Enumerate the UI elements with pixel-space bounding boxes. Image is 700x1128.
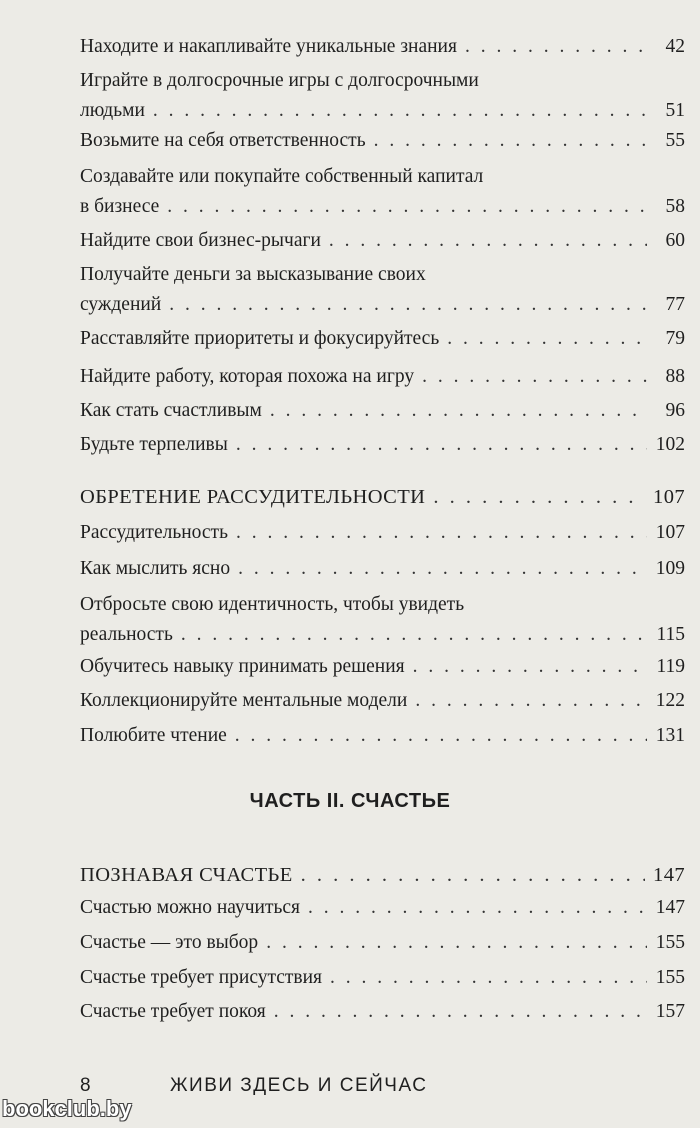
toc-page-number: 155	[655, 932, 685, 953]
toc-page-number: 51	[665, 100, 685, 121]
toc-page-number: 157	[655, 1001, 685, 1022]
toc-page-number: 155	[655, 967, 685, 988]
dot-leader	[301, 860, 645, 890]
toc-entry-title: Счастье требует присутствия	[80, 967, 323, 988]
toc-entry-line	[80, 66, 685, 96]
toc-entry	[80, 963, 685, 993]
toc-page-number: 109	[655, 558, 685, 579]
toc-entry-title: Находите и накапливайте уникальные знания	[80, 36, 457, 57]
toc-entry-title: Полюбите чтение	[80, 725, 227, 746]
toc-entry-line	[80, 260, 685, 290]
toc-entry	[80, 126, 685, 156]
toc-page-number: 107	[653, 486, 685, 508]
dot-leader	[238, 554, 647, 584]
toc-page-number: 58	[665, 196, 685, 217]
toc-entry-line	[80, 652, 685, 682]
toc-entry-line	[80, 963, 685, 993]
toc-entry-line	[80, 590, 685, 620]
toc-section-entry	[80, 860, 685, 890]
toc-page-number: 96	[665, 400, 685, 421]
toc-entry-title: ОБРЕТЕНИЕ РАССУДИТЕЛЬНОСТИ	[80, 486, 426, 508]
toc-entry-line	[80, 554, 685, 584]
toc-entry-line	[80, 482, 685, 512]
toc-entry-title: ПОЗНАВАЯ СЧАСТЬЕ	[80, 864, 293, 886]
toc-entry	[80, 652, 685, 682]
toc-entry-line	[80, 686, 685, 716]
toc-entry	[80, 324, 685, 354]
toc-entry-title: Играйте в долгосрочные игры с долгосрочными	[80, 70, 479, 91]
toc-page-number: 115	[656, 624, 685, 645]
toc-entry-line	[80, 324, 685, 354]
toc-entry-line	[80, 721, 685, 751]
dot-leader	[374, 126, 647, 156]
toc-entry-line	[80, 290, 685, 320]
toc-entry-line	[80, 362, 685, 392]
toc-entry-title: Обучитесь навыку принимать решения	[80, 656, 405, 677]
dot-leader	[415, 686, 647, 716]
toc-entry-title: Счастью можно научиться	[80, 897, 300, 918]
toc-entry-title: Возьмите на себя ответственность	[80, 130, 366, 151]
dot-leader	[413, 652, 647, 682]
toc-page-number: 55	[665, 130, 685, 151]
toc-entry-title: Найдите работу, которая похожа на игру	[80, 366, 415, 387]
dot-leader	[235, 721, 647, 751]
toc-page-number: 42	[665, 36, 685, 57]
toc-entry	[80, 162, 685, 222]
toc-entry	[80, 590, 685, 650]
toc-entry-title: Создавайте или покупайте собственный капитал	[80, 166, 484, 187]
dot-leader	[181, 620, 647, 650]
toc-entry	[80, 554, 685, 584]
toc-entry	[80, 66, 685, 126]
toc-entry-title: суждений	[80, 294, 162, 315]
toc-entry-title: Найдите свои бизнес-рычаги	[80, 230, 321, 251]
toc-page-number: 88	[665, 366, 685, 387]
toc-entry	[80, 686, 685, 716]
dot-leader	[236, 430, 647, 460]
page-number: 8	[80, 1075, 91, 1096]
toc-entry-title: Как мыслить ясно	[80, 558, 231, 579]
toc-page-number: 107	[655, 522, 685, 543]
toc-entry-line	[80, 192, 685, 222]
toc-entry-line	[80, 126, 685, 156]
toc-entry-title: в бизнесе	[80, 196, 160, 217]
toc-entry-title: Отбросьте свою идентичность, чтобы увидеть	[80, 594, 465, 615]
dot-leader	[465, 32, 647, 62]
dot-leader	[329, 226, 647, 256]
dot-leader	[236, 518, 647, 548]
part-title: ЧАСТЬ II. СЧАСТЬЕ	[249, 790, 451, 812]
toc-entry	[80, 226, 685, 256]
toc-page-number: 122	[655, 690, 685, 711]
toc-entry-line	[80, 96, 685, 126]
toc-entry-line	[80, 32, 685, 62]
dot-leader	[153, 96, 647, 126]
toc-entry-line	[80, 226, 685, 256]
toc-page-number: 102	[655, 434, 685, 455]
toc-entry	[80, 32, 685, 62]
toc-entry-title: Коллекционируйте ментальные модели	[80, 690, 408, 711]
dot-leader	[422, 362, 647, 392]
toc-section-entry	[80, 482, 685, 512]
running-title: ЖИВИ ЗДЕСЬ И СЕЙЧАС	[170, 1075, 428, 1096]
toc-entry	[80, 396, 685, 426]
dot-leader	[308, 893, 647, 923]
dot-leader	[447, 324, 647, 354]
dot-leader	[266, 928, 647, 958]
toc-entry-line	[80, 928, 685, 958]
toc-entry-line	[80, 620, 685, 650]
toc-entry	[80, 430, 685, 460]
toc-page-number: 60	[665, 230, 685, 251]
toc-page-number: 77	[665, 294, 685, 315]
toc-page-number: 131	[655, 725, 685, 746]
toc-entry	[80, 893, 685, 923]
toc-entry	[80, 997, 685, 1027]
toc-entry	[80, 260, 685, 320]
toc-entry-line	[80, 997, 685, 1027]
watermark: bookclub.by	[2, 1096, 132, 1121]
toc-entry-title: Будьте терпеливы	[80, 434, 228, 455]
dot-leader	[330, 963, 647, 993]
dot-leader	[274, 997, 647, 1027]
toc-page-number: 147	[655, 897, 685, 918]
toc-entry-title: Как стать счастливым	[80, 400, 262, 421]
toc-entry	[80, 928, 685, 958]
toc-entry-title: Счастье — это выбор	[80, 932, 259, 953]
dot-leader	[433, 482, 645, 512]
toc-entry	[80, 518, 685, 548]
dot-leader	[270, 396, 647, 426]
toc-entry-line	[80, 430, 685, 460]
toc-entry-line	[80, 893, 685, 923]
toc-entry-line	[80, 396, 685, 426]
toc-entry-title: Счастье требует покоя	[80, 1001, 266, 1022]
toc-entry-title: Получайте деньги за высказывание своих	[80, 264, 426, 285]
dot-leader	[169, 290, 647, 320]
toc-entry-title: реальность	[80, 624, 173, 645]
toc-entry-title: людьми	[80, 100, 145, 121]
toc-entry-line	[80, 162, 685, 192]
toc-page-number: 79	[665, 328, 685, 349]
toc-page-number: 119	[656, 656, 685, 677]
toc-entry-title: Рассудительность	[80, 522, 228, 543]
dot-leader	[167, 192, 647, 222]
toc-entry	[80, 721, 685, 751]
toc-entry-line	[80, 518, 685, 548]
toc-entry	[80, 362, 685, 392]
toc-page-number: 147	[653, 864, 685, 886]
toc-entry-title: Расставляйте приоритеты и фокусируйтесь	[80, 328, 440, 349]
toc-entry-line	[80, 860, 685, 890]
